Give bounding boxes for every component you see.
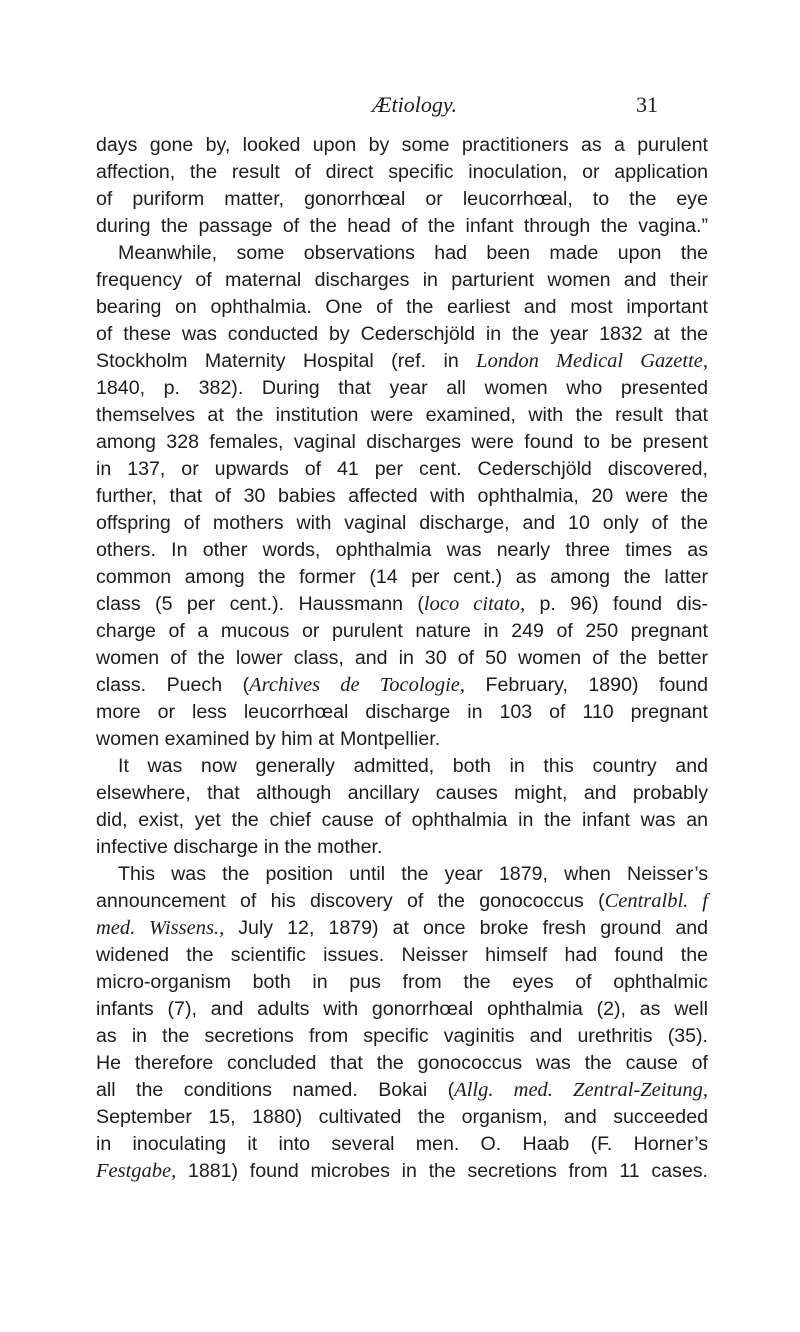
text-line: It was now generally admitted, both in this country and xyxy=(118,755,708,777)
italic-citation: Centralbl. f xyxy=(604,890,708,912)
text-line: themselves at the institution were examined, with the result that xyxy=(96,404,708,426)
italic-citation: London Medical Gazette, xyxy=(476,350,708,372)
text-line: infants (7), and adults with gonorrhœal ophthalmia (2), as well xyxy=(96,998,708,1020)
text-line: micro-organism both in pus from the eyes of ophthalmic xyxy=(96,971,708,993)
text-line: med. Wissens., July 12, 1879) at once broke fresh ground and xyxy=(96,917,709,939)
text-line: as in the secretions from specific vaginitis and urethritis (35). xyxy=(96,1025,708,1047)
italic-citation: Allg. med. Zentral-Zeitung, xyxy=(454,1079,709,1101)
text-line: class (5 per cent.). Haussmann (loco citato, p. 96) found dis- xyxy=(96,593,709,615)
text-line: September 15, 1880) cultivated the organism, and succeeded xyxy=(96,1106,708,1128)
text-line: frequency of maternal discharges in parturient women and their xyxy=(96,269,708,291)
body-text xyxy=(96,132,708,1185)
text-line: infective discharge in the mother. xyxy=(96,836,383,858)
text-line: elsewhere, that although ancillary causes might, and probably xyxy=(96,782,708,804)
running-title: Ætiology. xyxy=(372,92,457,117)
text-line: women examined by him at Montpellier. xyxy=(96,728,441,750)
text-line: during the passage of the head of the infant through the vagina.” xyxy=(96,215,708,237)
text-line: women of the lower class, and in 30 of 50 women of the better xyxy=(96,647,708,669)
text-line: 1840, p. 382). During that year all women who presented xyxy=(96,377,708,399)
text-line: Stockholm Maternity Hospital (ref. in London Medical Gazette, xyxy=(96,350,708,372)
text-line: in 137, or upwards of 41 per cent. Cederschjöld discovered, xyxy=(96,458,708,480)
text-line: Meanwhile, some observations had been made upon the xyxy=(118,242,708,264)
text-line: affection, the result of direct specific inoculation, or application xyxy=(96,161,708,183)
text-line: offspring of mothers with vaginal discharge, and 10 only of the xyxy=(96,512,708,534)
text-line: widened the scientific issues. Neisser himself had found the xyxy=(96,944,708,966)
text-line: This was the position until the year 1879, when Neisser’s xyxy=(118,863,708,885)
italic-citation: loco citato, xyxy=(423,593,526,615)
text-line: days gone by, looked upon by some practitioners as a purulent xyxy=(96,134,708,156)
text-line: further, that of 30 babies affected with ophthalmia, 20 were the xyxy=(96,485,708,507)
italic-citation: Festgabe, xyxy=(96,1160,177,1182)
text-line: bearing on ophthalmia. One of the earliest and most important xyxy=(96,296,708,318)
text-line: of these was conducted by Cederschjöld in the year 1832 at the xyxy=(96,323,708,345)
text-line: announcement of his discovery of the gonococcus (Centralbl. f xyxy=(96,890,708,912)
page-number: 31 xyxy=(636,92,658,117)
text-line: class. Puech (Archives de Tocologie, February, 1890) found xyxy=(96,674,708,696)
text-line: Festgabe, 1881) found microbes in the secretions from 11 cases. xyxy=(96,1160,708,1182)
text-line: common among the former (14 per cent.) as among the latter xyxy=(96,566,708,588)
text-line: all the conditions named. Bokai (Allg. med. Zentral-Zeitung, xyxy=(96,1079,709,1101)
text-line: He therefore concluded that the gonococcus was the cause of xyxy=(96,1052,708,1074)
text-line: among 328 females, vaginal discharges were found to be present xyxy=(96,431,708,453)
text-line: more or less leucorrhœal discharge in 103 of 110 pregnant xyxy=(96,701,708,723)
text-line: did, exist, yet the chief cause of ophthalmia in the infant was an xyxy=(96,809,708,831)
text-line: others. In other words, ophthalmia was nearly three times as xyxy=(96,539,708,561)
text-line: in inoculating it into several men. O. Haab (F. Horner’s xyxy=(96,1133,708,1155)
running-head xyxy=(0,92,800,126)
text-line: charge of a mucous or purulent nature in 249 of 250 pregnant xyxy=(96,620,708,642)
italic-citation: med. Wissens., xyxy=(96,917,225,939)
text-line: of puriform matter, gonorrhœal or leucorrhœal, to the eye xyxy=(96,188,708,210)
italic-citation: Archives de Tocologie, xyxy=(249,674,466,696)
